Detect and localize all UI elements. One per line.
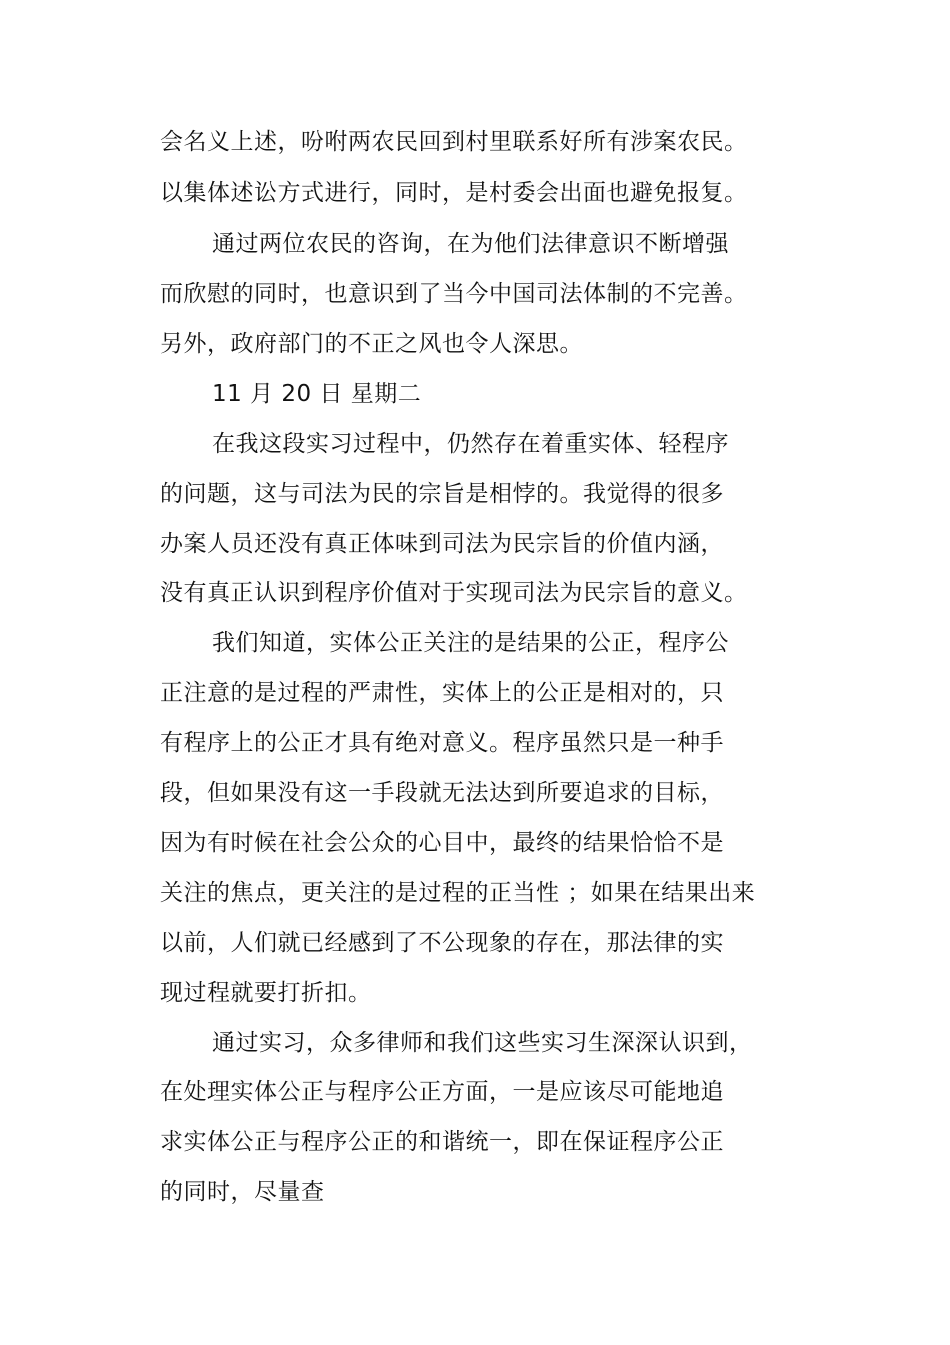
text-line: 段，但如果没有这一手段就无法达到所要追求的目标， bbox=[160, 780, 724, 806]
text-line: 办案人员还没有真正体味到司法为民宗旨的价值内涵， bbox=[160, 531, 724, 557]
text-line: 而欣慰的同时，也意识到了当今中国司法体制的不完善。 bbox=[160, 281, 748, 307]
text-line: 通过两位农民的咨询，在为他们法律意识不断增强 bbox=[212, 231, 729, 257]
text-line: 在处理实体公正与程序公正方面，一是应该尽可能地追 bbox=[160, 1079, 724, 1105]
text-line: 的同时，尽量查 bbox=[160, 1179, 325, 1205]
text-line: 没有真正认识到程序价值对于实现司法为民宗旨的意义。 bbox=[160, 580, 748, 606]
text-line: 以前，人们就已经感到了不公现象的存在，那法律的实 bbox=[160, 930, 724, 956]
text-line: 在我这段实习过程中，仍然存在着重实体、轻程序 bbox=[212, 431, 729, 457]
text-line: 的问题，这与司法为民的宗旨是相悖的。我觉得的很多 bbox=[160, 481, 724, 507]
text-line: 因为有时候在社会公众的心目中，最终的结果恰恰不是 bbox=[160, 830, 724, 856]
text-line: 求实体公正与程序公正的和谐统一，即在保证程序公正 bbox=[160, 1129, 724, 1155]
text-line: 通过实习，众多律师和我们这些实习生深深认识到， bbox=[212, 1030, 753, 1056]
date-heading: 11 月 20 日 星期二 bbox=[212, 381, 422, 407]
text-line: 现过程就要打折扣。 bbox=[160, 980, 372, 1006]
text-line: 正注意的是过程的严肃性，实体上的公正是相对的，只 bbox=[160, 680, 724, 706]
text-line: 会名义上述，吩咐两农民回到村里联系好所有涉案农民。 bbox=[160, 129, 748, 155]
text-line: 我们知道，实体公正关注的是结果的公正，程序公 bbox=[212, 630, 729, 656]
text-line: 另外，政府部门的不正之风也令人深思。 bbox=[160, 331, 583, 357]
text-line: 关注的焦点，更关注的是过程的正当性 ；如果在结果出来 bbox=[160, 880, 756, 906]
text-line: 以集体述讼方式进行，同时，是村委会出面也避免报复。 bbox=[160, 180, 748, 206]
text-line: 有程序上的公正才具有绝对意义。程序虽然只是一种手 bbox=[160, 730, 724, 756]
